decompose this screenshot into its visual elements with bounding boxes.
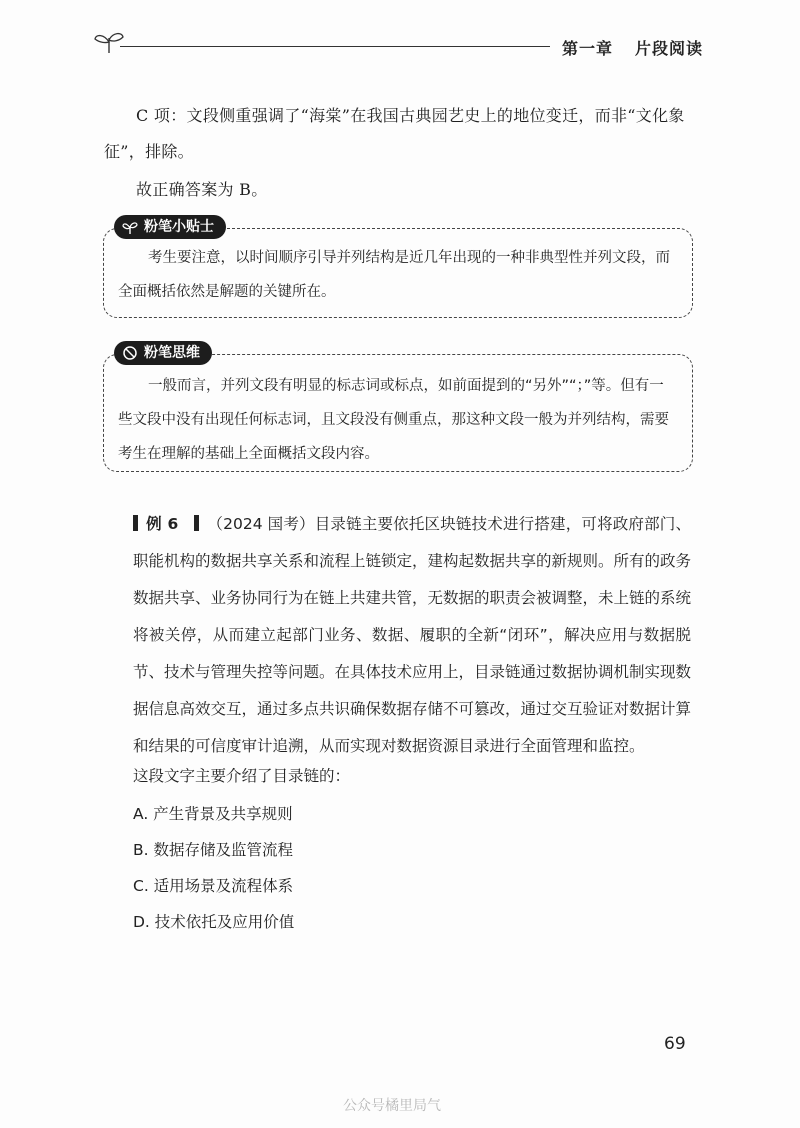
- section-label: 片段阅读: [635, 39, 704, 58]
- example-bar-marker: [194, 515, 199, 531]
- sprout-icon: [122, 219, 138, 235]
- tip-text: 考生要注意，以时间顺序引导并列结构是近几年出现的一种非典型性并列文段，而全面概括依然是解题的关键所在。: [118, 250, 670, 300]
- question-stem: 这段文字主要介绍了目录链的：: [133, 767, 351, 785]
- options-list: [133, 796, 294, 940]
- running-header: [562, 36, 703, 59]
- no-sign-icon: [122, 345, 138, 361]
- c-option-explanation: C 项：文段侧重强调了“海棠”在我国古典园艺史上的地位变迁，而非“文化象征”，排除。: [104, 106, 685, 161]
- example-paragraph: [133, 506, 691, 765]
- example-bar-marker: [133, 515, 138, 531]
- page-number: 69: [664, 1034, 686, 1054]
- sprout-icon: [92, 30, 126, 54]
- thinking-label-text: 粉笔思维: [144, 345, 200, 361]
- thinking-label: [114, 341, 212, 365]
- thinking-text: 一般而言，并列文段有明显的标志词或标点，如前面提到的“另外”“；”等。但有一些文段中没有出现任何标志词，且文段没有侧重点，那这种文段一般为并列结构，需要考生在理解的基础上全面概括文段内容。: [118, 378, 669, 462]
- option-b: B. 数据存储及监管流程: [133, 841, 293, 859]
- answer-conclusion: 故正确答案为 B。: [136, 180, 268, 199]
- tip-label: [114, 215, 226, 239]
- chapter-label: 第一章: [562, 39, 614, 58]
- option-d: D. 技术依托及应用价值: [133, 913, 295, 931]
- example-source: （2024 国考）: [207, 515, 315, 533]
- tip-box: [103, 219, 693, 318]
- example-label: 例 6: [146, 515, 179, 533]
- option-a: A. 产生背景及共享规则: [133, 805, 293, 823]
- header-divider: [120, 46, 550, 47]
- example-text: 目录链主要依托区块链技术进行搭建，可将政府部门、职能机构的数据共享关系和流程上链锁定，建构起数据共享的新规则。所有的政务数据共享、业务协同行为在链上共建共管，无数据的职责会被调整，未上链的系统将被关停，从而建立起部门业务、数据、履职的全新“闭环”，解决应用与数据脱节、技术与管理失控等问题。在具体技术应用上，目录链通过数据协调机制实现数据信息高效交互，通过多点共识确保数据存储不可篡改，通过交互验证对数据计算和结果的可信度审计追溯，从而实现对数据资源目录进行全面管理和监控。: [133, 515, 692, 755]
- thinking-box: [103, 345, 693, 472]
- tip-label-text: 粉笔小贴士: [144, 219, 214, 235]
- option-c: C. 适用场景及流程体系: [133, 877, 294, 895]
- watermark: 公众号橘里局气: [343, 1098, 441, 1114]
